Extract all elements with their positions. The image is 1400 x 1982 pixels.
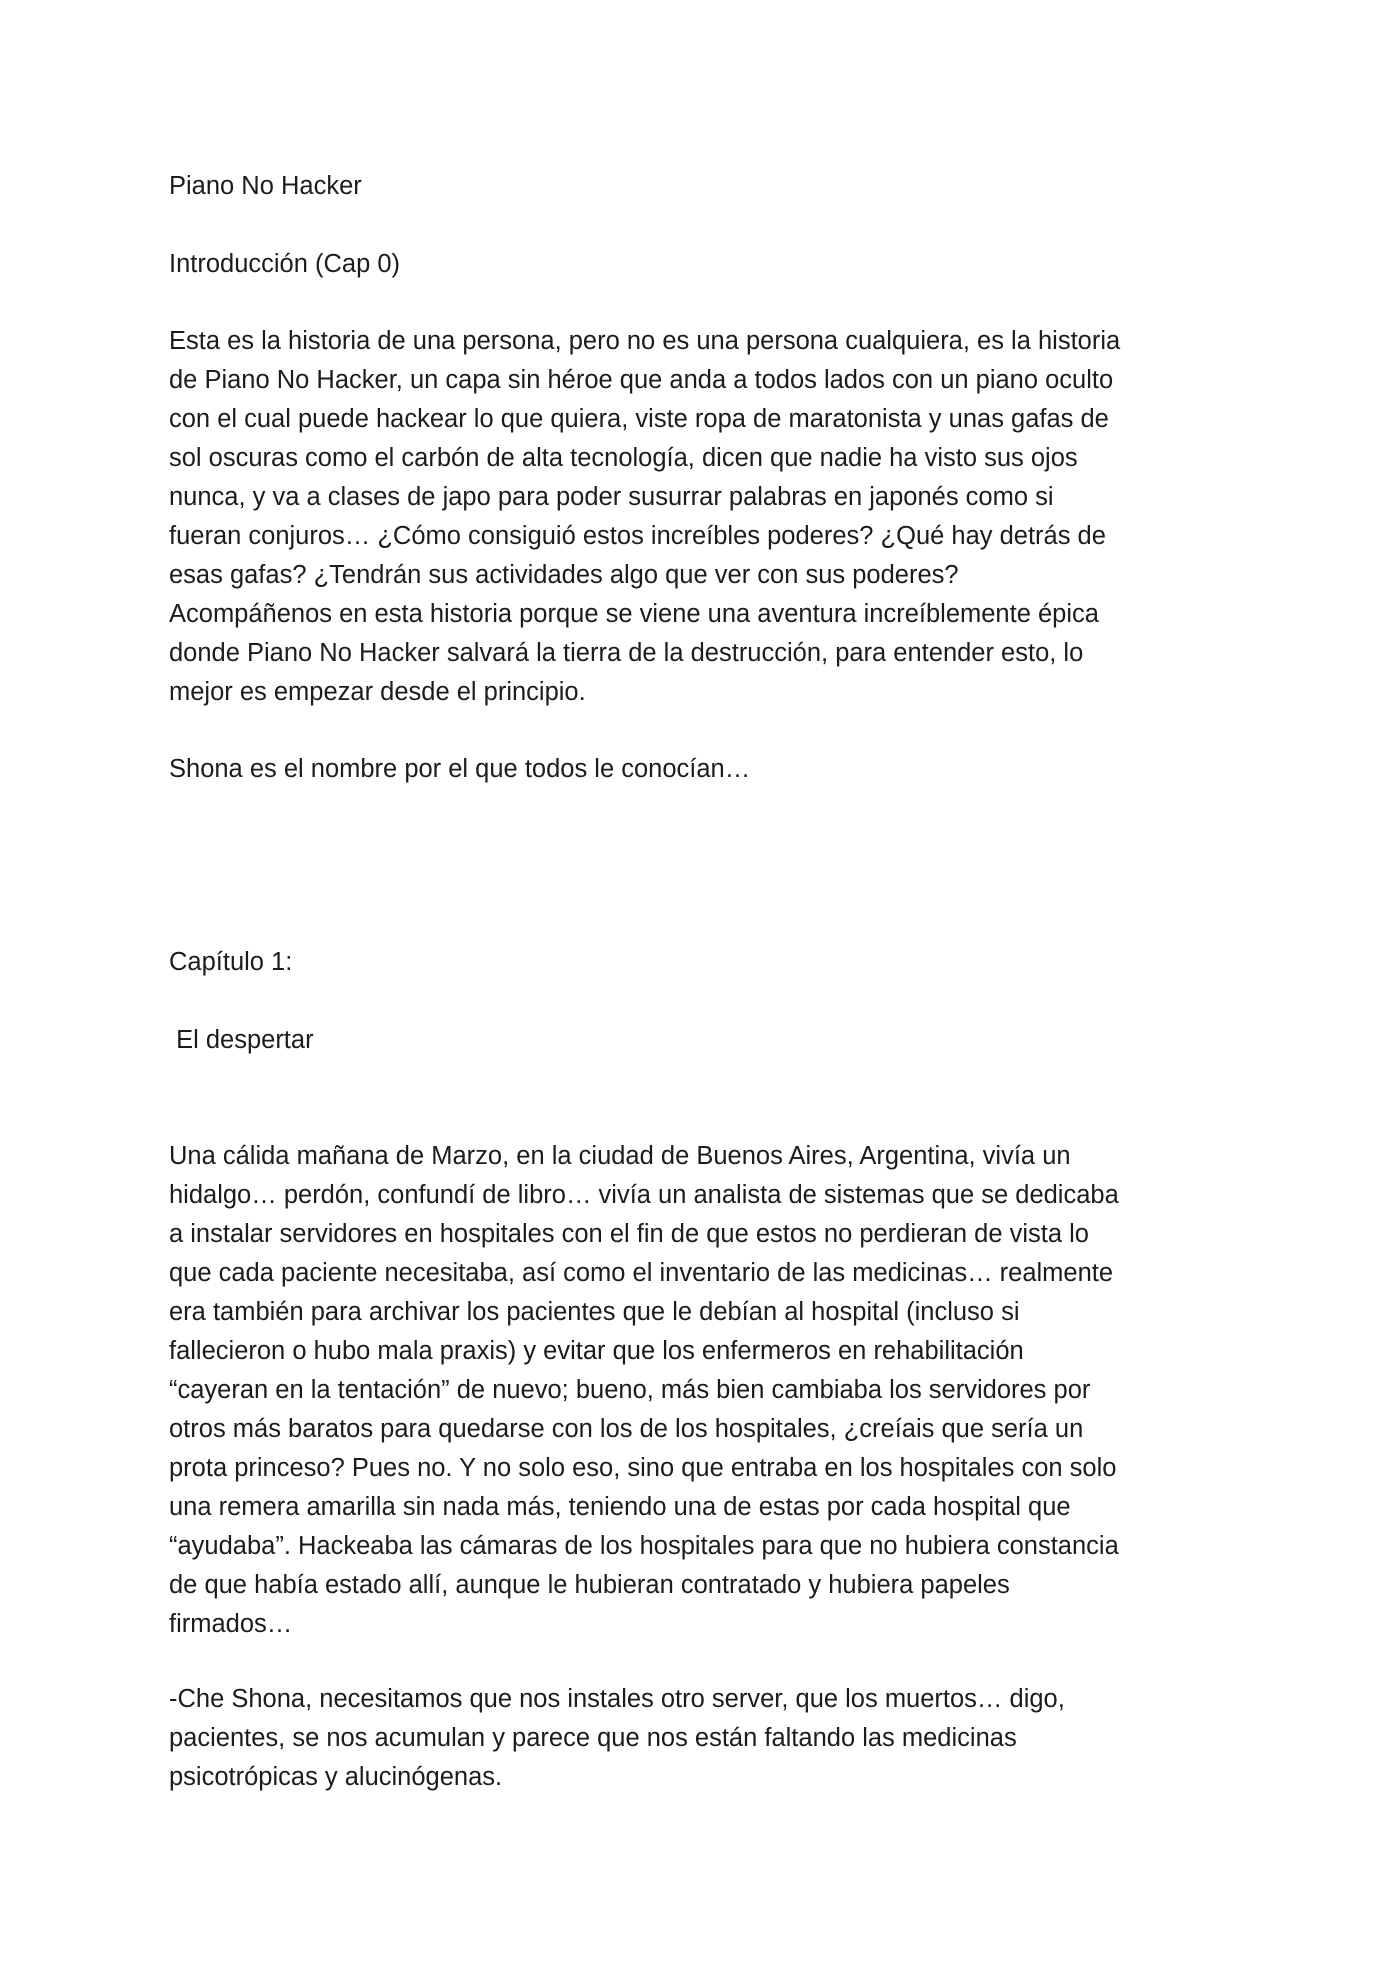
chapter-subtitle <box>169 1021 1269 1060</box>
intro-heading <box>169 245 1269 284</box>
text-line: fueran conjuros… ¿Cómo consiguió estos increíbles poderes? ¿Qué hay detrás de <box>169 522 1106 550</box>
dialogue-paragraph <box>169 1680 1269 1797</box>
text-line: Una cálida mañana de Marzo, en la ciudad de Buenos Aires, Argentina, vivía un <box>169 1142 1071 1170</box>
text-line: sol oscuras como el carbón de alta tecnología, dicen que nadie ha visto sus ojos <box>169 444 1078 472</box>
text-line: prota princeso? Pues no. Y no solo eso, sino que entraba en los hospitales con solo <box>169 1454 1117 1482</box>
text-line: Acompáñenos en esta historia porque se viene una aventura increíblemente épica <box>169 600 1099 628</box>
text-line: otros más baratos para quedarse con los de los hospitales, ¿creíais que sería un <box>169 1415 1084 1443</box>
text-line: hidalgo… perdón, confundí de libro… vivía un analista de sistemas que se dedicaba <box>169 1181 1119 1209</box>
chapter-subtitle-text: El despertar <box>169 1026 314 1054</box>
text-line: mejor es empezar desde el principio. <box>169 678 586 706</box>
text-line: una remera amarilla sin nada más, teniendo una de estas por cada hospital que <box>169 1493 1071 1521</box>
text-line: donde Piano No Hacker salvará la tierra de la destrucción, para entender esto, lo <box>169 639 1084 667</box>
chapter-heading <box>169 943 1269 982</box>
text-line: de Piano No Hacker, un capa sin héroe que anda a todos lados con un piano oculto <box>169 366 1114 394</box>
text-line: con el cual puede hackear lo que quiera, viste ropa de maratonista y unas gafas de <box>169 405 1109 433</box>
text-line: pacientes, se nos acumulan y parece que nos están faltando las medicinas <box>169 1724 1017 1752</box>
text-line: esas gafas? ¿Tendrán sus actividades algo que ver con sus poderes? <box>169 561 959 589</box>
text-line: de que había estado allí, aunque le hubieran contratado y hubiera papeles <box>169 1571 1010 1599</box>
intro-heading-text: Introducción (Cap 0) <box>169 250 401 278</box>
intro-closing-line <box>169 750 1269 789</box>
text-line: nunca, y va a clases de japo para poder susurrar palabras en japonés como si <box>169 483 1054 511</box>
title-text: Piano No Hacker <box>169 172 362 200</box>
intro-paragraph <box>169 322 1269 712</box>
text-line: fallecieron o hubo mala praxis) y evitar que los enfermeros en rehabilitación <box>169 1337 1024 1365</box>
text-line: a instalar servidores en hospitales con el fin de que estos no perdieran de vista lo <box>169 1220 1089 1248</box>
text-line: firmados… <box>169 1610 293 1638</box>
chapter-paragraph <box>169 1137 1269 1644</box>
text-line: era también para archivar los pacientes que le debían al hospital (incluso si <box>169 1298 1020 1326</box>
intro-closing-text: Shona es el nombre por el que todos le conocían… <box>169 755 751 783</box>
text-line: que cada paciente necesitaba, así como el inventario de las medicinas… realmente <box>169 1259 1114 1287</box>
text-line: Esta es la historia de una persona, pero no es una persona cualquiera, es la historia <box>169 327 1121 355</box>
text-line: “ayudaba”. Hackeaba las cámaras de los hospitales para que no hubiera constancia <box>169 1532 1119 1560</box>
text-line: psicotrópicas y alucinógenas. <box>169 1763 503 1791</box>
document-title <box>169 167 1269 206</box>
text-line: “cayeran en la tentación” de nuevo; bueno, más bien cambiaba los servidores por <box>169 1376 1091 1404</box>
chapter-heading-text: Capítulo 1: <box>169 948 293 976</box>
text-line: -Che Shona, necesitamos que nos instales otro server, que los muertos… digo, <box>169 1685 1065 1713</box>
